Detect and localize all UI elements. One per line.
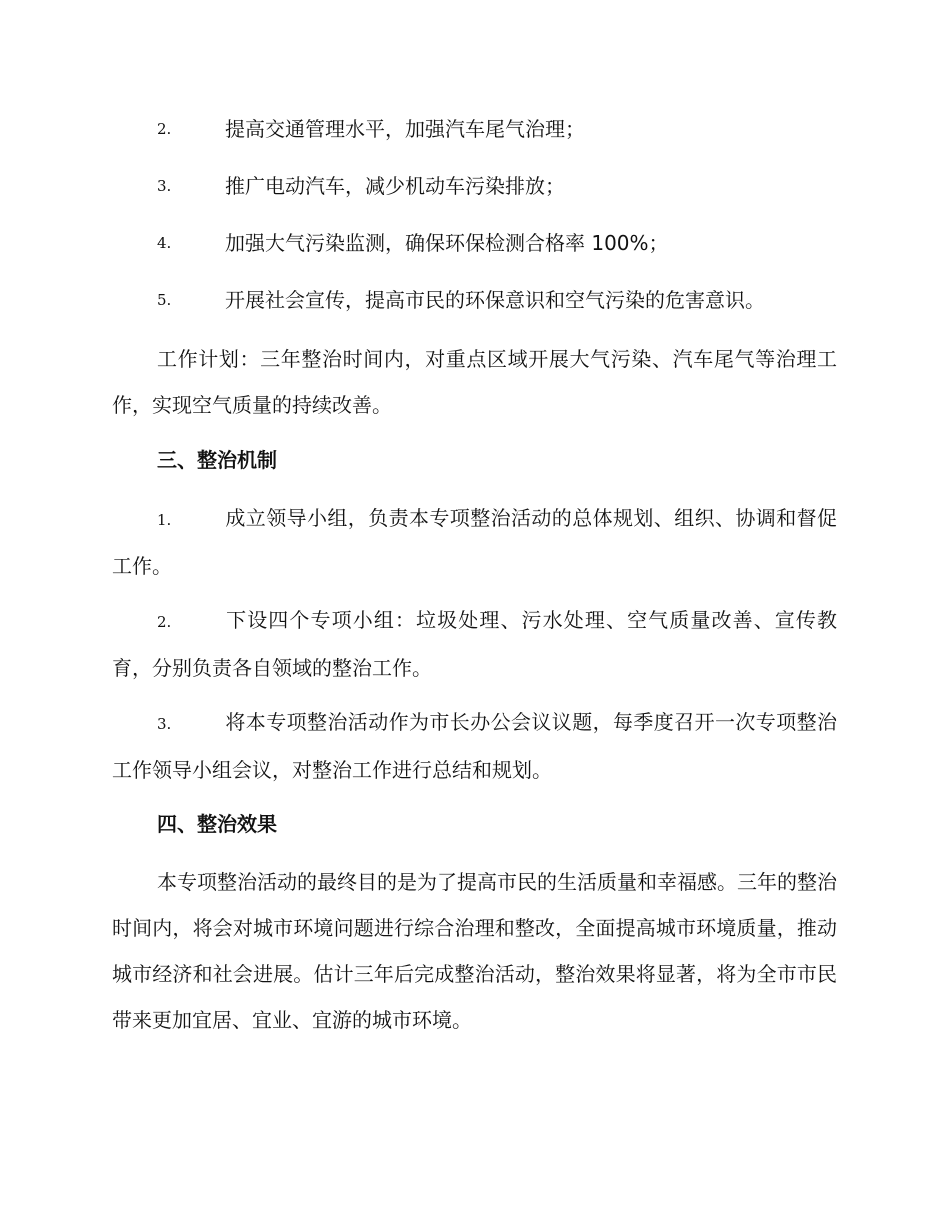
list-item-number: 2. <box>157 613 172 631</box>
list-item-text: 将本专项整治活动作为市长办公会议议题，每季度召开一次专项整治工作领导小组会议，对整治工作进行总结和规划。 <box>112 710 837 782</box>
list-item <box>112 495 837 589</box>
list-item-number: 2. <box>157 120 172 138</box>
work-plan-paragraph: 工作计划：三年整治时间内，对重点区域开展大气污染、汽车尾气等治理工作，实现空气质量的持续改善。 <box>112 347 837 417</box>
list-item <box>112 597 837 691</box>
list-item-text: 成立领导小组，负责本专项整治活动的总体规划、组织、协调和督促工作。 <box>112 506 837 578</box>
list-item-number: 3. <box>157 177 172 195</box>
list-item-text: 推广电动汽车，减少机动车污染排放； <box>225 174 565 198</box>
section-heading: 四、整治效果 <box>157 812 277 836</box>
list-item <box>112 699 837 793</box>
list-item-text: 下设四个专项小组：垃圾处理、污水处理、空气质量改善、宣传教育，分别负责各自领域的整治工作。 <box>112 608 837 680</box>
list-item-number: 1. <box>157 511 172 529</box>
effect-paragraph: 本专项整治活动的最终目的是为了提高市民的生活质量和幸福感。三年的整治时间内，将会对城市环境问题进行综合治理和整改，全面提高城市环境质量，推动城市经济和社会进展。估计三年后完成整治活动，整治效果将显著，将为全市市民带来更加宜居、宜业、宜游的城市环境。 <box>112 870 837 1032</box>
list-item-number: 4. <box>157 234 172 252</box>
list-item-number: 3. <box>157 715 172 733</box>
list-item-number: 5. <box>157 291 172 309</box>
list-item-text: 提高交通管理水平，加强汽车尾气治理； <box>225 117 585 141</box>
list-item-text: 加强大气污染监测，确保环保检测合格率 100%； <box>225 231 669 255</box>
section-heading: 三、整治机制 <box>157 448 277 472</box>
list-item-text: 开展社会宣传，提高市民的环保意识和空气污染的危害意识。 <box>225 288 765 312</box>
